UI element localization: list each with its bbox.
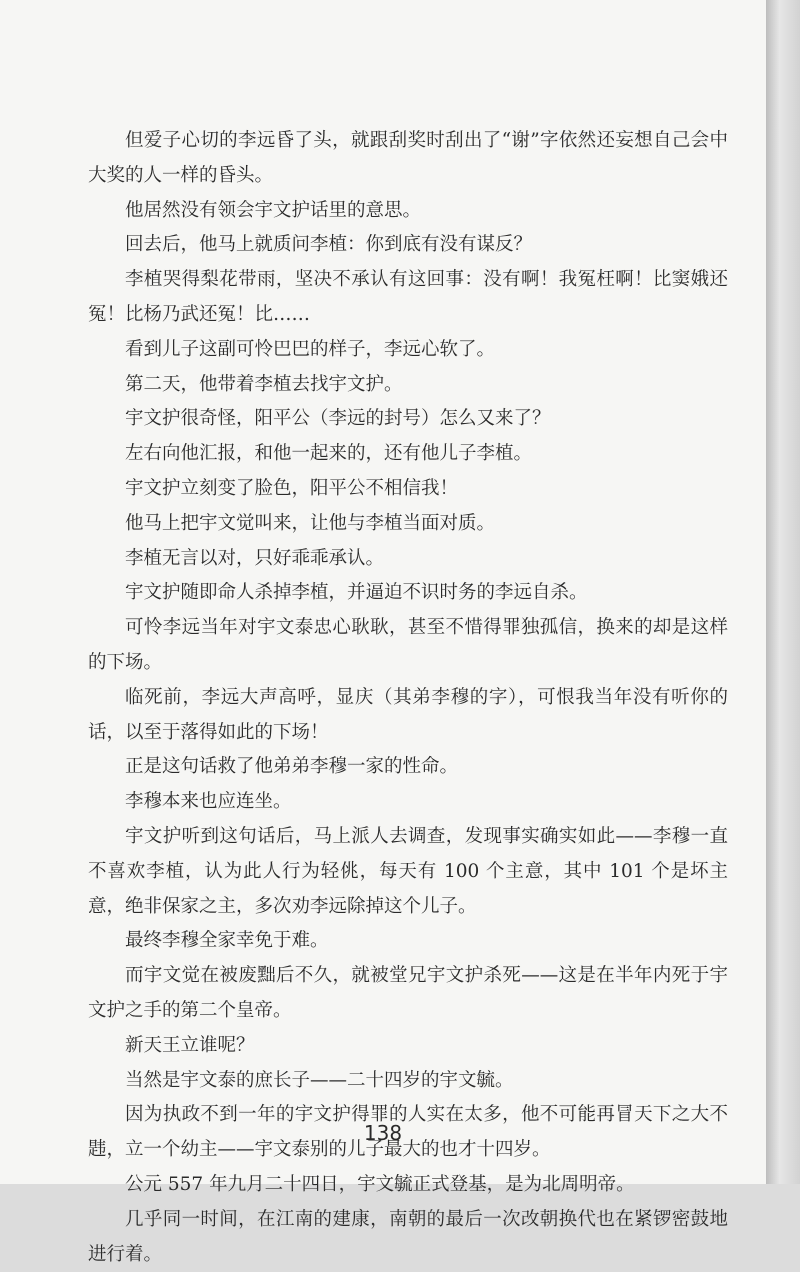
paragraph: 几乎同一时间，在江南的建康，南朝的最后一次改朝换代也在紧锣密鼓地进行着。	[88, 1208, 728, 1265]
page-number: 138	[363, 1121, 403, 1145]
paragraph: 他居然没有领会宇文护话里的意思。	[125, 199, 422, 221]
paragraph: 回去后，他马上就质问李植：你到底有没有谋反？	[125, 234, 533, 256]
paragraph: 李植无言以对，只好乖乖承认。	[125, 547, 385, 569]
paragraph: 临死前，李远大声高呼，显庆（其弟李穆的字），可恨我当年没有听你的话，以至于落得如此的下场！	[88, 686, 728, 743]
paragraph: 可怜李远当年对宇文泰忠心耿耿，甚至不惜得罪独孤信，换来的却是这样的下场。	[88, 617, 728, 673]
book-binding-edge	[766, 0, 800, 1184]
paragraph: 李植哭得梨花带雨，坚决不承认有这回事：没有啊！我冤枉啊！比窦娥还冤！比杨乃武还冤！比……	[88, 269, 728, 325]
paragraph: 而宇文觉在被废黜后不久，就被堂兄宇文护杀死——这是在半年内死于宇文护之手的第二个皇帝。	[88, 965, 728, 1021]
paragraph: 宇文护很奇怪，阳平公（李远的封号）怎么又来了？	[125, 408, 551, 430]
paragraph: 宇文护随即命人杀掉李植，并逼迫不识时务的李远自杀。	[125, 582, 588, 604]
paragraph: 左右向他汇报，和他一起来的，还有他儿子李植。	[125, 443, 533, 465]
paragraph: 新天王立谁呢？	[125, 1034, 255, 1056]
paragraph: 因为执政不到一年的宇文护得罪的人实在太多，他不可能再冒天下之大不韪，立一个幼主——宇文泰别的儿子最大的也才十四岁。	[88, 1104, 728, 1161]
paragraph: 最终李穆全家幸免于难。	[125, 930, 329, 952]
paragraph: 宇文护立刻变了脸色，阳平公不相信我！	[125, 477, 459, 499]
paragraph: 当然是宇文泰的庶长子——二十四岁的宇文毓。	[125, 1069, 514, 1091]
paragraph: 但爱子心切的李远昏了头，就跟刮奖时刮出了“谢”字依然还妄想自己会中大奖的人一样的昏头。	[88, 130, 728, 186]
paragraph: 第二天，他带着李植去找宇文护。	[125, 373, 403, 395]
body-text	[88, 124, 728, 1272]
paragraph: 李穆本来也应连坐。	[125, 791, 292, 813]
paragraph: 公元 557 年九月二十四日，宇文毓正式登基，是为北周明帝。	[125, 1173, 635, 1195]
paragraph: 看到儿子这副可怜巴巴的样子，李远心软了。	[125, 338, 496, 360]
paragraph: 他马上把宇文觉叫来，让他与李植当面对质。	[125, 512, 496, 534]
paragraph: 正是这句话救了他弟弟李穆一家的性命。	[125, 756, 459, 778]
paragraph: 宇文护听到这句话后，马上派人去调查，发现事实确实如此——李穆一直不喜欢李植，认为此人行为轻佻，每天有 100 个主意，其中 101 个是坏主意，绝非保家之主，多次劝李远除掉这个儿子。	[88, 825, 728, 917]
